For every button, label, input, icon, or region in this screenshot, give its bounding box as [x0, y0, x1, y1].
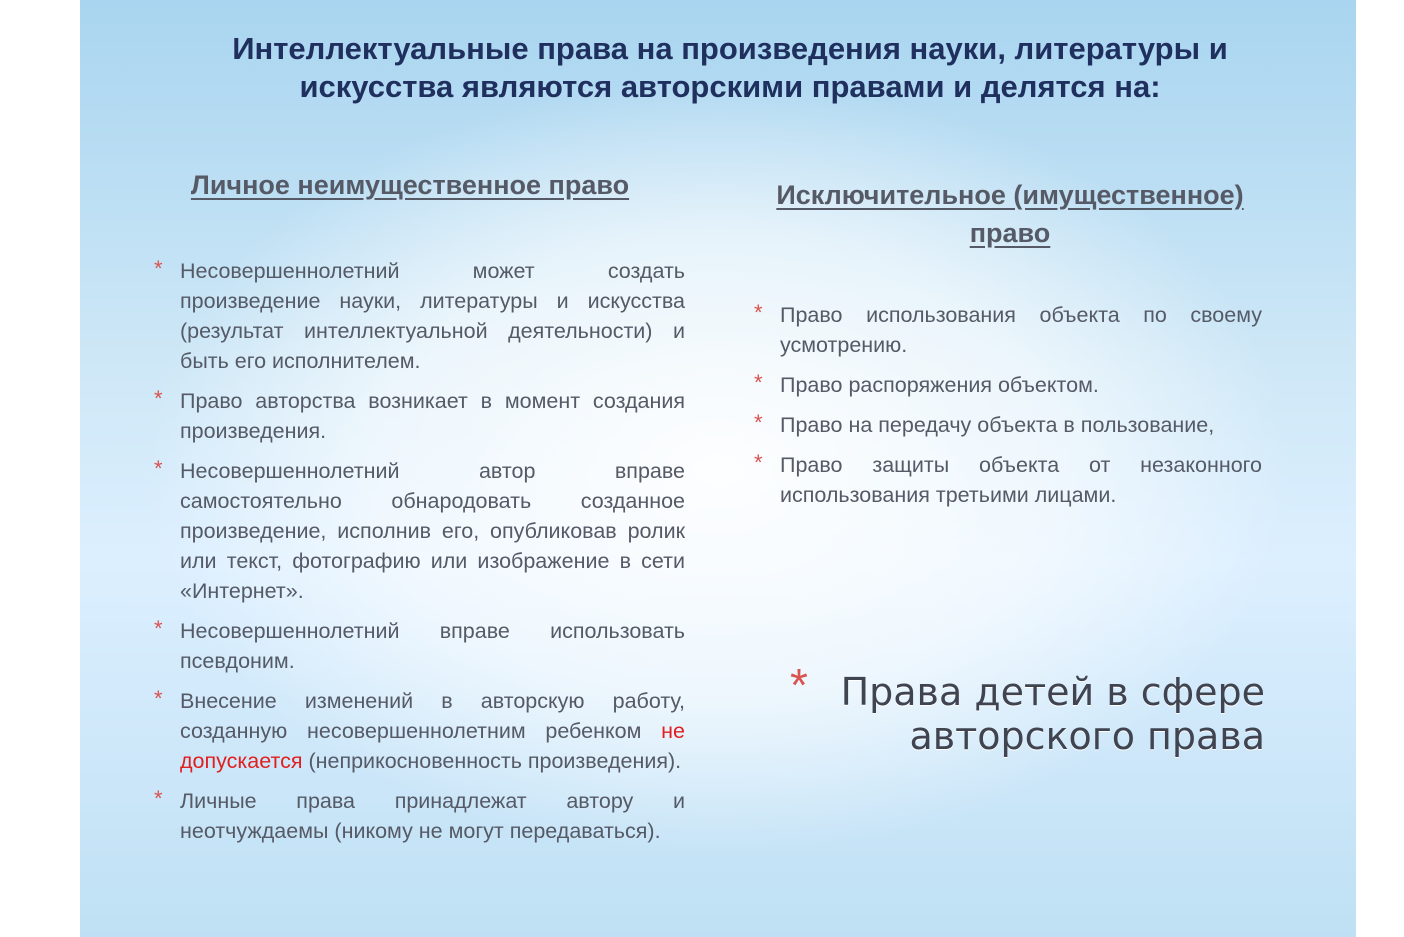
list-item: * Право распоряжения объектом. [754, 370, 1099, 397]
list-item-text: Внесение изменений в авторскую работу, созданную несовершеннолетним ребенком [180, 689, 685, 743]
page-title: Интеллектуальные права на произведения науки, литературы и искусства являются авторскими правами и делятся на: [232, 31, 1228, 104]
highlight-text: не допускается [180, 719, 685, 773]
list-item [154, 686, 685, 776]
asterisk-icon: * [154, 256, 163, 281]
list-item: * Несовершеннолетний вправе использовать псевдоним. [154, 616, 685, 673]
asterisk-icon: * [754, 370, 763, 395]
asterisk-icon: * [154, 786, 163, 811]
slide [80, 0, 1356, 937]
list-item: * Право на передачу объекта в пользование, [754, 410, 1215, 437]
asterisk-icon: * [154, 456, 163, 481]
list-item: * Несовершеннолетний может создать произведение науки, литературы и искусства (результат интеллектуальной деятельности) и быть его исполнителем. [154, 256, 685, 373]
right-column-heading: Исключительное (имущественное) право [776, 180, 1244, 248]
list-item: * Личные права принадлежат автору и неотчуждаемы (никому не могут передаваться). [154, 786, 685, 843]
asterisk-icon: * [754, 410, 763, 435]
list-item: * Право использования объекта по своему усмотрению. [754, 300, 1262, 357]
list-item: * Право защиты объекта от незаконного использования третьими лицами. [754, 450, 1262, 507]
list-item: * Право авторства возникает в момент создания произведения. [154, 386, 685, 443]
asterisk-icon: * [790, 659, 808, 711]
left-column-heading: Личное неимущественное право [190, 170, 630, 200]
asterisk-icon: * [154, 686, 163, 711]
asterisk-icon: * [754, 450, 763, 475]
list-item: * Несовершеннолетний автор вправе самостоятельно обнародовать созданное произведение, исполнив его, опубликовав ролик или текст, фотографию или изображение в сети «Интернет». [154, 456, 685, 603]
asterisk-icon: * [154, 616, 163, 641]
list-item-text: (неприкосновенность произведения). [308, 749, 682, 773]
left-list [154, 256, 685, 856]
slide-title: Права детей в сфере авторского права [840, 670, 1265, 758]
asterisk-icon: * [754, 300, 763, 325]
right-list [754, 300, 1262, 520]
asterisk-icon: * [154, 386, 163, 411]
slide-title-block [770, 659, 1265, 758]
